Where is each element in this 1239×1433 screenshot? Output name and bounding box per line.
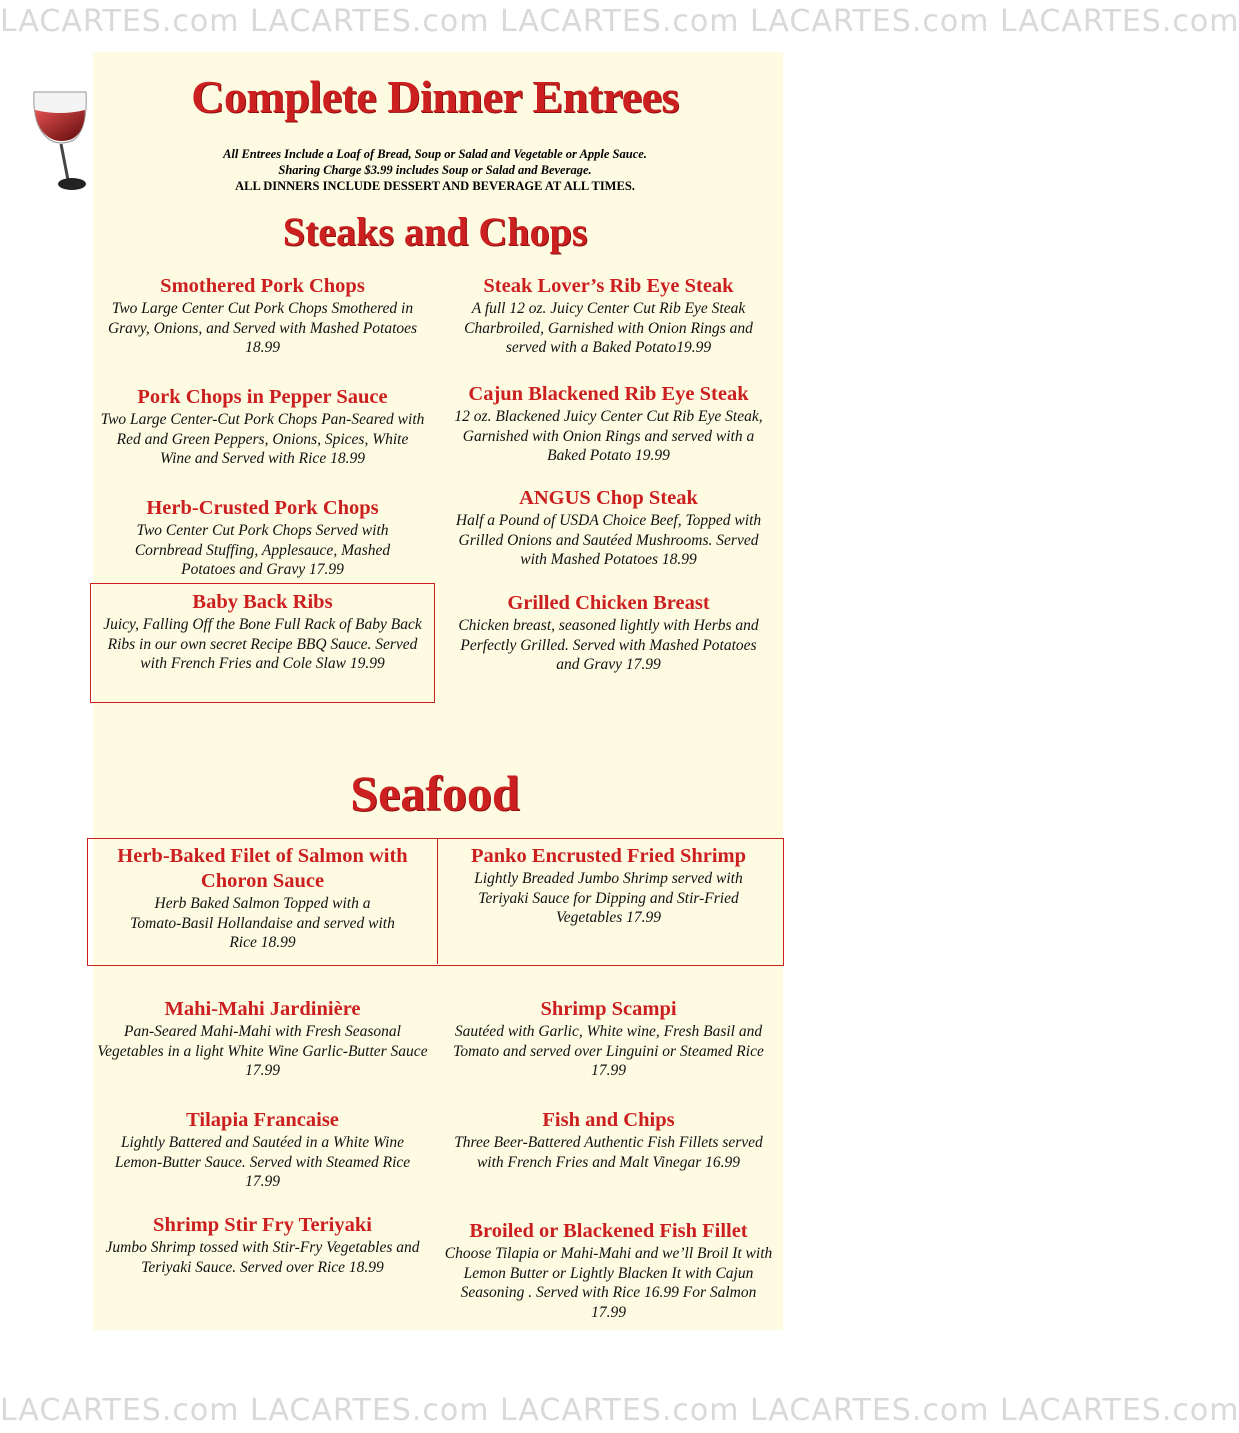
menu-item (436, 274, 781, 358)
note-line-1: All Entrees Include a Loaf of Bread, Soup or Salad and Vegetable or Apple Sauce. (223, 147, 647, 161)
item-name: Shrimp Stir Fry Teriyaki (153, 1214, 372, 1236)
item-description: Lightly Breaded Jumbo Shrimp served with Teriyaki Sauce for Dipping and Stir-Fried Vegetables 17.99 (474, 870, 743, 926)
menu-item (90, 274, 435, 358)
menu-item (436, 997, 781, 1081)
menu-item (90, 385, 435, 469)
item-name: Cajun Blackened Rib Eye Steak (468, 383, 749, 405)
item-name: Fish and Chips (542, 1109, 675, 1131)
menu-item (90, 1213, 435, 1277)
item-description: Choose Tilapia or Mahi-Mahi and we’ll Broil It with Lemon Butter or Lightly Blacken It with Cajun Seasoning . Served with Rice 16.99 For Salmon 17.99 (444, 1245, 773, 1321)
item-description: Juicy, Falling Off the Bone Full Rack of Baby Back Ribs in our own secret Recipe BBQ Sauce. Served with French Fries and Cole Slaw 19.99 (103, 616, 422, 672)
item-name: Tilapia Francaise (186, 1109, 339, 1131)
item-name: Smothered Pork Chops (160, 275, 365, 297)
watermark-bottom: LACARTES.com LACARTES.com LACARTES.com LACARTES.com LACARTES.com (0, 1393, 1239, 1428)
menu-item (436, 486, 781, 570)
menu-item (90, 997, 435, 1081)
section-title-seafood: Seafood (350, 765, 520, 821)
menu-item (436, 844, 781, 928)
item-name: Baby Back Ribs (192, 591, 333, 613)
item-name: Shrimp Scampi (540, 998, 677, 1020)
menu-item (90, 844, 435, 953)
item-description: Sautéed with Garlic, White wine, Fresh Basil and Tomato and served over Linguini or Steamed Rice 17.99 (453, 1023, 764, 1079)
item-name: Pork Chops in Pepper Sauce (137, 386, 388, 408)
note-line-2: Sharing Charge $3.99 includes Soup or Salad and Beverage. (278, 163, 592, 177)
item-name: ANGUS Chop Steak (519, 487, 698, 509)
note-line-3: ALL DINNERS INCLUDE DESSERT AND BEVERAGE AT ALL TIMES. (235, 179, 635, 193)
item-description: Herb Baked Salmon Topped with a Tomato-Basil Hollandaise and served with Rice 18.99 (130, 895, 395, 951)
item-description: 12 oz. Blackened Juicy Center Cut Rib Eye Steak, Garnished with Onion Rings and served with a Baked Potato 19.99 (454, 408, 763, 464)
entree-notes (0, 146, 870, 194)
item-description: Pan-Seared Mahi-Mahi with Fresh Seasonal Vegetables in a light White Wine Garlic-Butter Sauce 17.99 (97, 1023, 428, 1079)
item-description: Two Large Center Cut Pork Chops Smothered in Gravy, Onions, and Served with Mashed Potatoes 18.99 (107, 300, 418, 356)
item-description: A full 12 oz. Juicy Center Cut Rib Eye Steak Charbroiled, Garnished with Onion Rings and served with a Baked Potato19.99 (464, 300, 753, 356)
item-description: Half a Pound of USDA Choice Beef, Topped with Grilled Onions and Sautéed Mushrooms. Served with Mashed Potatoes 18.99 (455, 512, 762, 568)
page-title: Complete Dinner Entrees (191, 71, 679, 122)
menu-item (436, 1108, 781, 1172)
item-description: Lightly Battered and Sautéed in a White Wine Lemon-Butter Sauce. Served with Steamed Rice 17.99 (114, 1134, 411, 1190)
menu-item (436, 591, 781, 675)
item-description: Two Large Center-Cut Pork Chops Pan-Seared with Red and Green Peppers, Onions, Spices, White Wine and Served with Rice 18.99 (100, 411, 425, 467)
item-name: Herb-Baked Filet of Salmon with Choron Sauce (117, 845, 408, 892)
item-name: Herb-Crusted Pork Chops (146, 497, 379, 519)
item-name: Panko Encrusted Fried Shrimp (470, 845, 747, 867)
menu-item (90, 496, 435, 580)
menu-item (90, 1108, 435, 1192)
item-name: Mahi-Mahi Jardinière (164, 998, 361, 1020)
item-name: Broiled or Blackened Fish Fillet (469, 1220, 748, 1242)
watermark-top: LACARTES.com LACARTES.com LACARTES.com LACARTES.com LACARTES.com (0, 4, 1239, 39)
section-title-steaks: Steaks and Chops (282, 209, 588, 254)
menu-item (436, 1219, 781, 1322)
menu-item (90, 590, 435, 674)
item-description: Chicken breast, seasoned lightly with Herbs and Perfectly Grilled. Served with Mashed Potatoes and Gravy 17.99 (458, 617, 759, 673)
item-name: Grilled Chicken Breast (507, 592, 710, 614)
item-description: Jumbo Shrimp tossed with Stir-Fry Vegetables and Teriyaki Sauce. Served over Rice 18.99 (105, 1239, 420, 1276)
menu-item (436, 382, 781, 466)
item-name: Steak Lover’s Rib Eye Steak (483, 275, 734, 297)
item-description: Two Center Cut Pork Chops Served with Cornbread Stuffing, Applesauce, Mashed Potatoes and Gravy 17.99 (134, 522, 391, 578)
item-description: Three Beer-Battered Authentic Fish Fillets served with French Fries and Malt Vinegar 16.99 (454, 1134, 763, 1171)
